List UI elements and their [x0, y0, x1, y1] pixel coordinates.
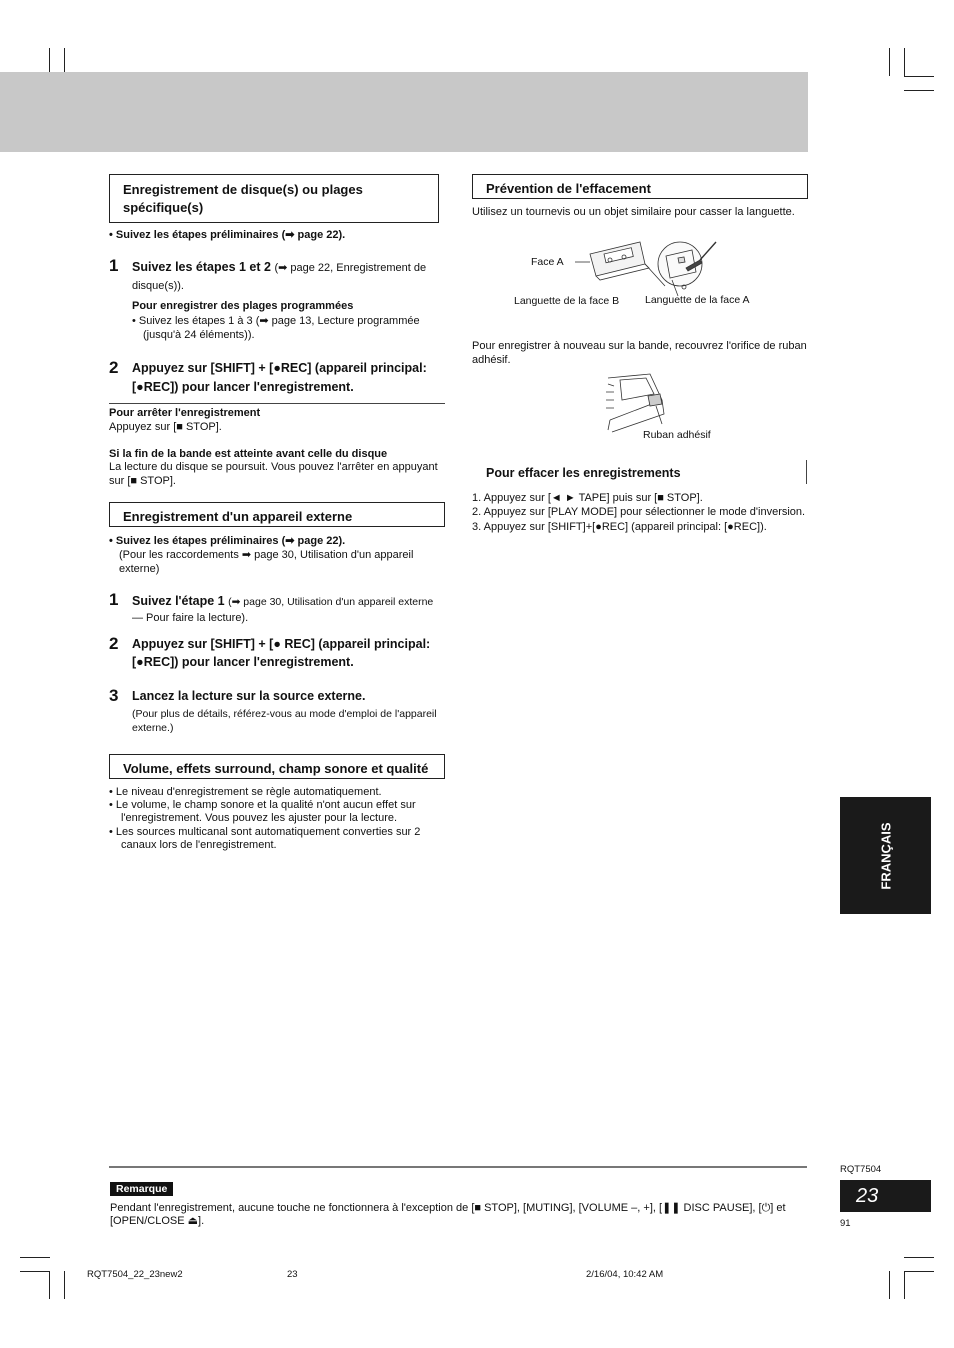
body-text: externe)	[119, 563, 160, 575]
crop-mark	[904, 90, 934, 91]
step-text: Lancez la lecture sur la source externe.	[132, 689, 366, 703]
model-number: RQT7504	[840, 1164, 882, 1175]
sub-heading: Pour enregistrer des plages programmées	[132, 300, 354, 312]
label-face-a: Face A	[531, 256, 564, 268]
step-bold: Suivez les étapes 1 et 2	[132, 260, 271, 274]
crop-mark	[20, 1271, 50, 1272]
body-text: (Pour plus de détails, référez-vous au mode d'emploi de l'appareil	[132, 708, 437, 720]
bullet-text: canaux lors de l'enregistrement.	[121, 839, 277, 851]
body-text: Pour enregistrer à nouveau sur la bande, recouvrez l'orifice de ruban	[472, 340, 807, 352]
language-label: FRANÇAIS	[878, 821, 893, 890]
step-ref: (➡ page 22, Enregistrement de disque(s)).	[132, 262, 427, 292]
prelim-note: • Suivez les étapes préliminaires (➡ page 22).	[109, 535, 346, 547]
bullet-text: • Suivez les étapes 1 à 3 (➡ page 13, Lecture programmée	[132, 315, 420, 327]
step-text: [●REC]) pour lancer l'enregistrement.	[132, 655, 354, 669]
body-text: — Pour faire la lecture).	[132, 612, 249, 624]
remark-label: Remarque	[110, 1182, 173, 1196]
section-title-volume	[109, 754, 445, 779]
bullet-text: (jusqu'à 24 éléments)).	[143, 329, 255, 341]
crop-mark	[20, 1257, 50, 1258]
body-text: adhésif.	[472, 354, 511, 366]
step-text	[132, 593, 433, 611]
sub-heading: Pour arrêter l'enregistrement	[109, 407, 261, 419]
divider-vertical	[806, 460, 807, 484]
language-tab	[840, 797, 931, 914]
remark-text: [OPEN/CLOSE ⏏].	[110, 1215, 205, 1227]
step-number: 2	[109, 634, 119, 653]
step-ref: (➡ page 30, Utilisation d'un appareil externe	[228, 596, 434, 608]
bullet-text: • Les sources multicanal sont automatiquement converties sur 2	[109, 826, 421, 838]
crop-mark	[64, 1271, 65, 1299]
step-text: Appuyez sur [SHIFT] + [● REC] (appareil principal:	[132, 637, 431, 651]
crop-mark	[904, 1271, 934, 1272]
crop-mark	[889, 1271, 890, 1299]
step-number: 2	[109, 358, 119, 377]
crop-mark	[889, 48, 890, 76]
body-text: externe.)	[132, 722, 174, 734]
crop-mark	[904, 76, 934, 77]
header-band	[0, 72, 808, 152]
bullet-text: • Le volume, le champ sonore et la qualité n'ont aucun effet sur	[109, 799, 416, 811]
list-item: 3. Appuyez sur [SHIFT]+[●REC] (appareil principal: [●REC]).	[472, 521, 767, 533]
sub-heading: Si la fin de la bande est atteinte avant celle du disque	[109, 448, 388, 460]
small-page-number: 91	[840, 1218, 851, 1229]
step-text	[132, 259, 442, 295]
divider	[109, 403, 445, 404]
print-date: 2/16/04, 10:42 AM	[586, 1269, 664, 1280]
body-text: (Pour les raccordements ➡ page 30, Utilisation d'un appareil	[119, 549, 414, 561]
step-number: 1	[109, 590, 119, 609]
section-title-text: Volume, effets surround, champ sonore et qualité	[123, 761, 429, 776]
list-item: 2. Appuyez sur [PLAY MODE] pour sélectionner le mode d'inversion.	[472, 506, 806, 518]
section-title-text: Enregistrement de disque(s) ou plages spécifique(s)	[123, 182, 363, 215]
file-name: RQT7504_22_23new2	[87, 1269, 183, 1280]
bullet-text: l'enregistrement. Vous pouvez les ajuster pour la lecture.	[121, 812, 398, 824]
step-bold: Suivez l'étape 1	[132, 594, 225, 608]
crop-mark	[904, 1257, 934, 1258]
remark-text: Pendant l'enregistrement, aucune touche ne fonctionnera à l'exception de [■ STOP], [MUTING], [VOLUME –, +], [❚❚ DISC PAUSE], [⏻] et	[110, 1202, 786, 1214]
section-title-external	[109, 502, 445, 527]
step-text: [●REC]) pour lancer l'enregistrement.	[132, 380, 354, 394]
page-number: 23	[840, 1180, 931, 1212]
list-item: 1. Appuyez sur [◄ ► TAPE] puis sur [■ STOP].	[472, 492, 703, 504]
file-page: 23	[287, 1269, 298, 1280]
footer-divider	[109, 1166, 807, 1168]
label-tab-b: Languette de la face B	[514, 295, 620, 307]
prelim-note: • Suivez les étapes préliminaires (➡ page 22).	[109, 229, 346, 241]
section-title-text: Prévention de l'effacement	[486, 181, 651, 196]
crop-mark	[904, 1271, 905, 1299]
body-text: sur [■ STOP].	[109, 475, 176, 487]
crop-mark	[49, 1271, 50, 1299]
step-number: 1	[109, 256, 119, 275]
body-text: La lecture du disque se poursuit. Vous pouvez l'arrêter en appuyant	[109, 461, 438, 473]
label-tape: Ruban adhésif	[643, 429, 711, 441]
cassette-tape-illustration	[600, 370, 680, 435]
bullet-text: • Le niveau d'enregistrement se règle automatiquement.	[109, 786, 382, 798]
step-number: 3	[109, 686, 119, 705]
section-title-disc-recording	[109, 174, 439, 223]
body-text: Utilisez un tournevis ou un objet similaire pour casser la languette.	[472, 206, 795, 218]
step-text: Appuyez sur [SHIFT] + [●REC] (appareil principal:	[132, 361, 427, 375]
section-title-text: Enregistrement d'un appareil externe	[123, 509, 353, 524]
sub-heading-erase: Pour effacer les enregistrements	[486, 466, 681, 480]
crop-mark	[904, 48, 905, 76]
section-title-prevention	[472, 174, 808, 199]
label-tab-a: Languette de la face A	[645, 294, 750, 306]
body-text: Appuyez sur [■ STOP].	[109, 421, 222, 433]
